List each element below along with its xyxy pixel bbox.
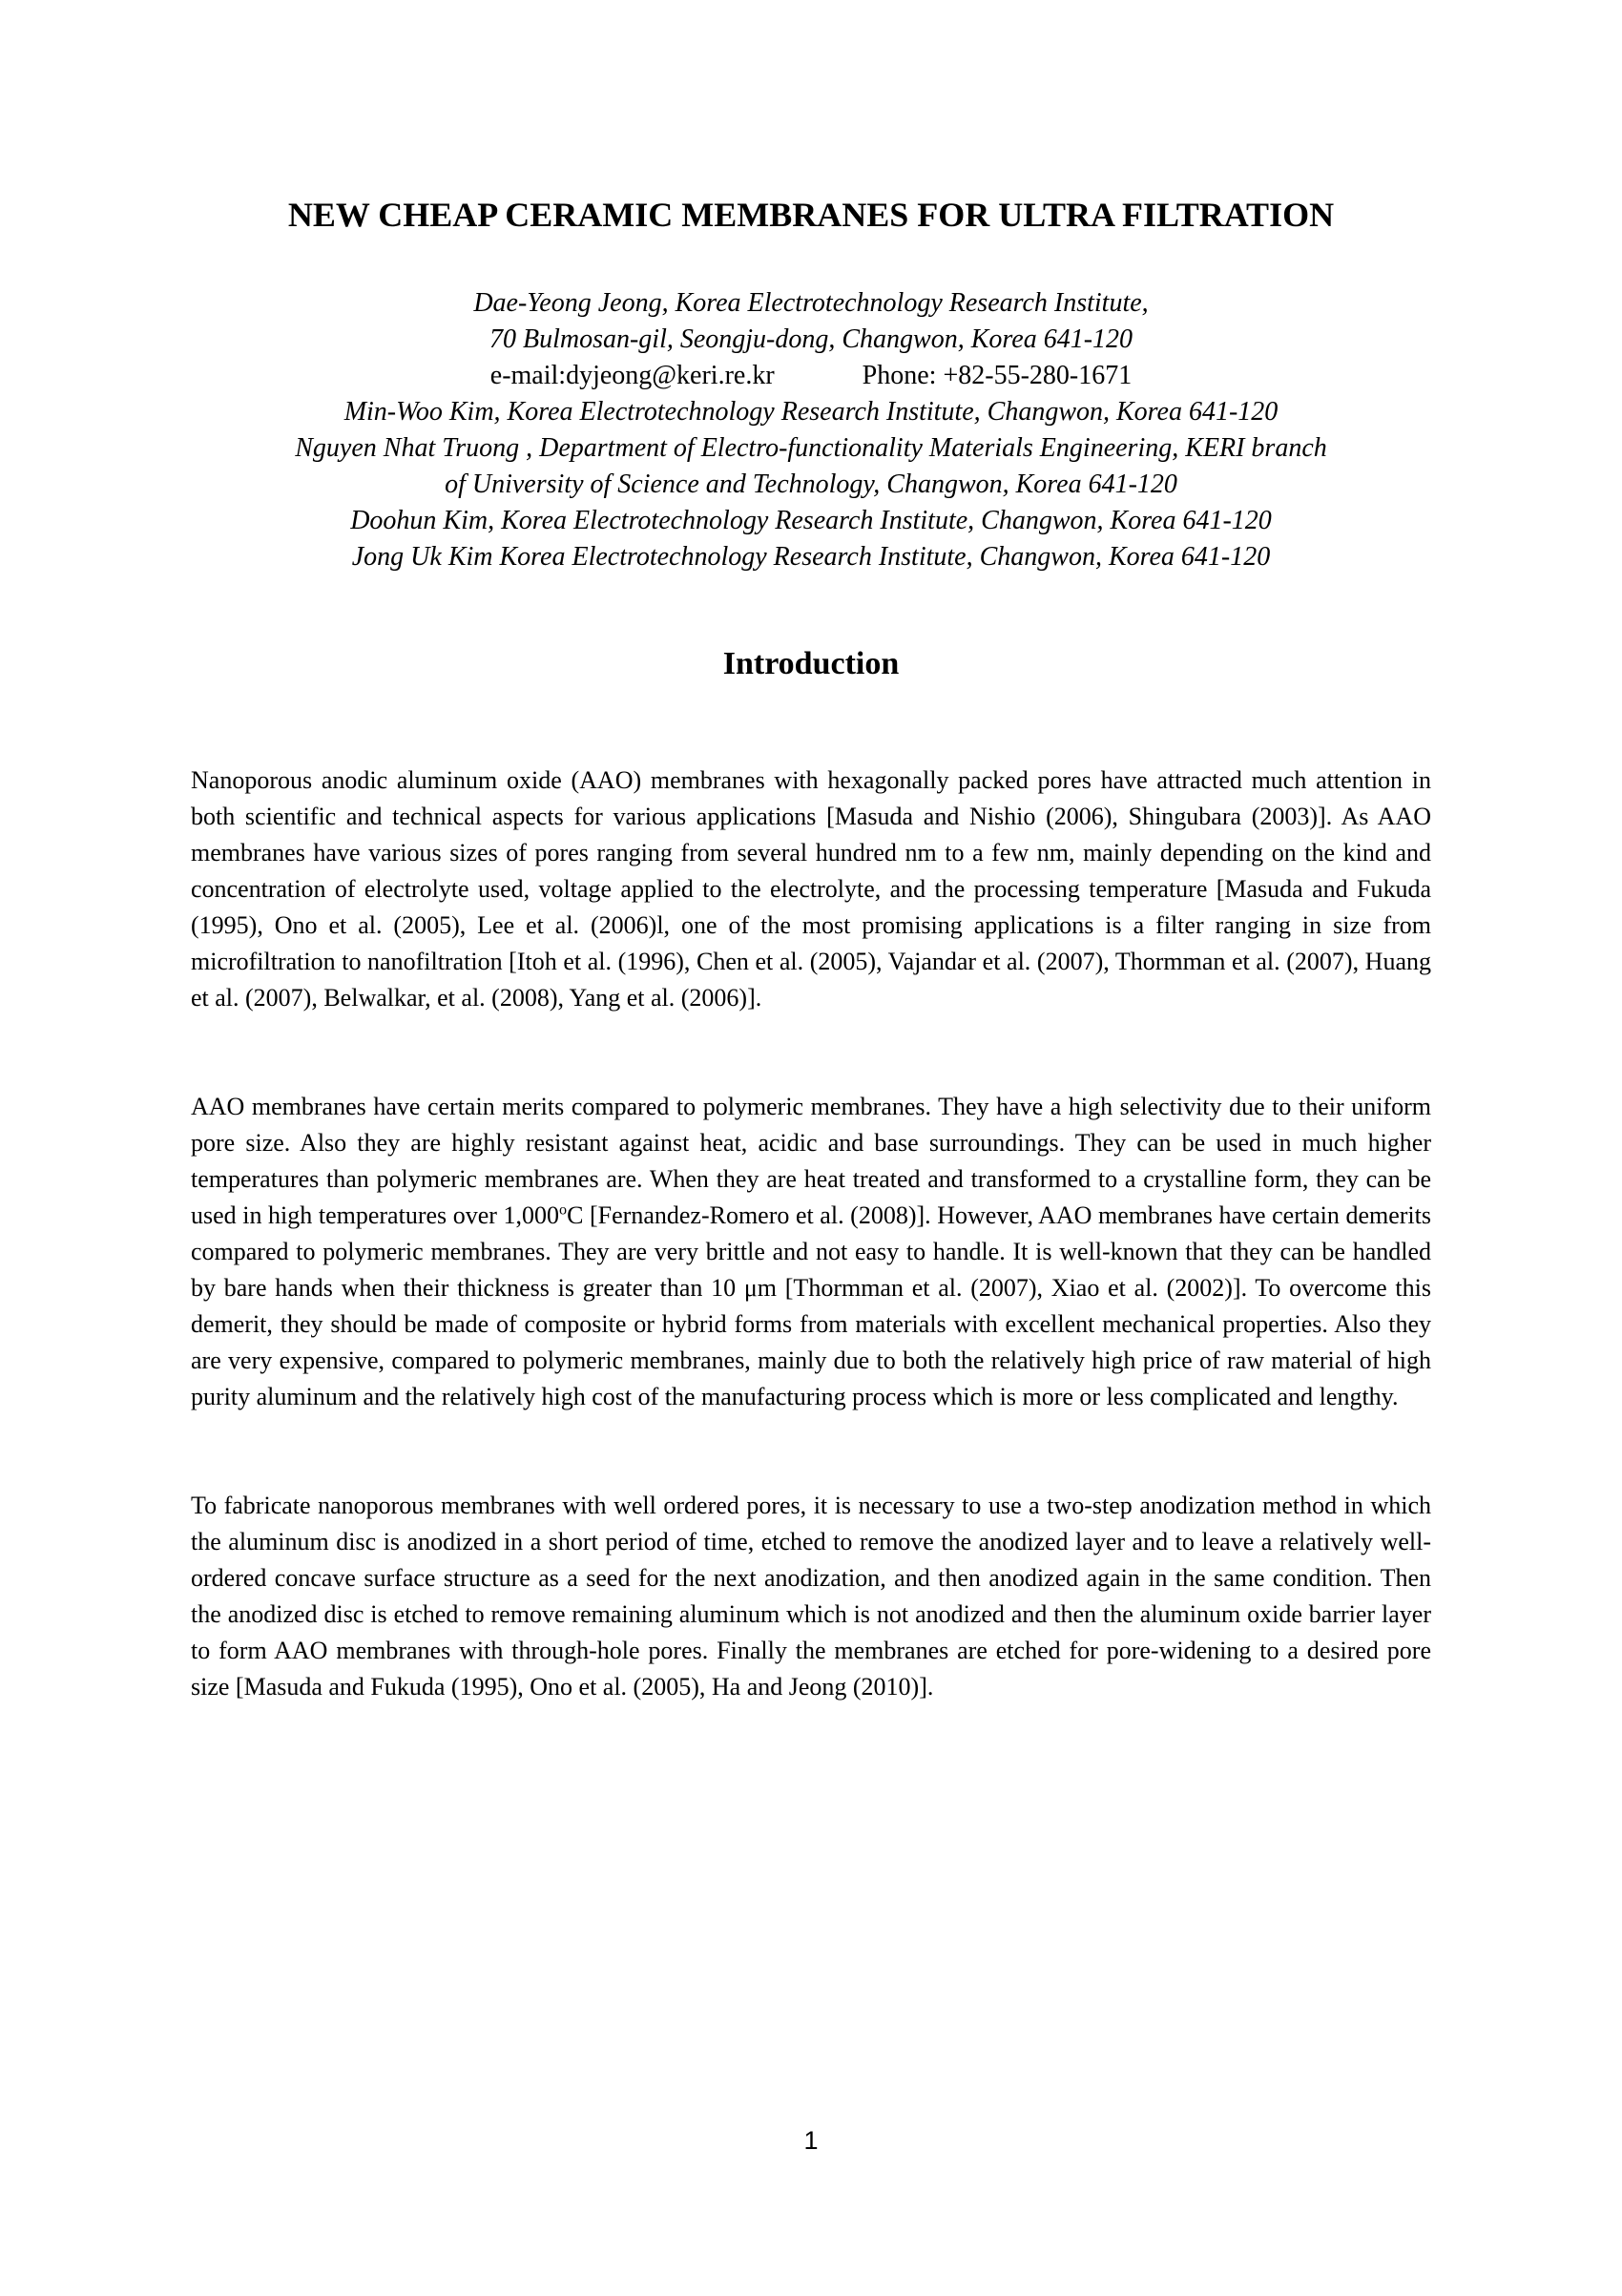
author-line: Doohun Kim, Korea Electrotechnology Research Institute, Changwon, Korea 641-120 (350, 506, 1272, 535)
paragraph-text: C [Fernandez-Romero et al. (2008)]. However, AAO membranes have certain demerits compared to polymeric membranes. They are very brittle and not easy to handle. It is well-known that they can be handled by bare hands when their thickness is greater than 10 μm [Thormman et al. (2007), Xiao et al. (2002)]. To overcome this demerit, they should be made of composite or hybrid forms from materials with excellent mechanical properties. Also they are very expensive, compared to polymeric membranes, mainly due to both the relatively high price of raw material of high purity aluminum and the relatively high cost of the manufacturing process which is more or less complicated and lengthy. (191, 1201, 1431, 1410)
paragraph-text: AAO membranes have certain merits compared to polymeric membranes. They have a high selectivity due to their uniform pore size. Also they are highly resistant against heat, acidic and base surroundings. They can be used in much higher temperatures than polymeric membranes are. When they are heat treated and transformed to a crystalline form, they can be used in high temperatures over 1,000 (191, 1093, 1431, 1229)
author-line: Nguyen Nhat Truong , Department of Electro-functionality Materials Engineering, KERI branch (295, 433, 1327, 463)
author-affiliation-line: 70 Bulmosan-gil, Seongju-dong, Changwon, Korea 641-120 (489, 324, 1133, 354)
superscript-text: o (559, 1201, 568, 1219)
body-paragraph (191, 762, 1431, 1016)
paper-page (0, 197, 1622, 1705)
contact-line (191, 358, 1431, 394)
author-line: Min-Woo Kim, Korea Electrotechnology Research Institute, Changwon, Korea 641-120 (343, 397, 1279, 427)
author-line: Jong Uk Kim Korea Electrotechnology Research Institute, Changwon, Korea 641-120 (351, 542, 1271, 572)
paragraph-text: Nanoporous anodic aluminum oxide (AAO) membranes with hexagonally packed pores have attracted much attention in both scientific and technical aspects for various applications [Masuda and Nishio (2006), Shingubara (2003)]. As AAO membranes have various sizes of pores ranging from several hundred nm to a few nm, mainly depending on the kind and concentration of electrolyte used, voltage applied to the electrolyte, and the processing temperature [Masuda and Fukuda (1995), Ono et al. (2005), Lee et al. (2006)l, one of the most promising applications is a filter ranging in size from microfiltration to nanofiltration [Itoh et al. (1996), Chen et al. (2005), Vajandar et al. (2007), Thormman et al. (2007), Huang et al. (2007), Belwalkar, et al. (2008), Yang et al. (2006)]. (191, 766, 1431, 1012)
body-paragraph (191, 1488, 1431, 1705)
phone-text: Phone: +82-55-280-1671 (862, 361, 1133, 390)
author-block (191, 285, 1431, 575)
email-text: e-mail:dyjeong@keri.re.kr (489, 361, 775, 390)
author-line: Dae-Yeong Jeong, Korea Electrotechnology Research Institute, (473, 288, 1149, 318)
paragraph-text: To fabricate nanoporous membranes with well ordered pores, it is necessary to use a two-step anodization method in which the aluminum disc is anodized in a short period of time, etched to remove the anodized layer and to leave a relatively well-ordered concave surface structure as a seed for the next anodization, and then anodized again in the same condition. Then the anodized disc is etched to remove remaining aluminum which is not anodized and then the aluminum oxide barrier layer to form AAO membranes with through-hole pores. Finally the membranes are etched for pore-widening to a desired pore size [Masuda and Fukuda (1995), Ono et al. (2005), Ha and Jeong (2010)]. (191, 1492, 1431, 1701)
section-heading-introduction: Introduction (722, 646, 900, 681)
body-paragraphs (191, 762, 1431, 1705)
author-affiliation-line: of University of Science and Technology, Changwon, Korea 641-120 (445, 470, 1177, 499)
paper-title: NEW CHEAP CERAMIC MEMBRANES FOR ULTRA FILTRATION (287, 196, 1335, 234)
page-number: 1 (803, 2126, 819, 2155)
body-paragraph (191, 1089, 1431, 1415)
